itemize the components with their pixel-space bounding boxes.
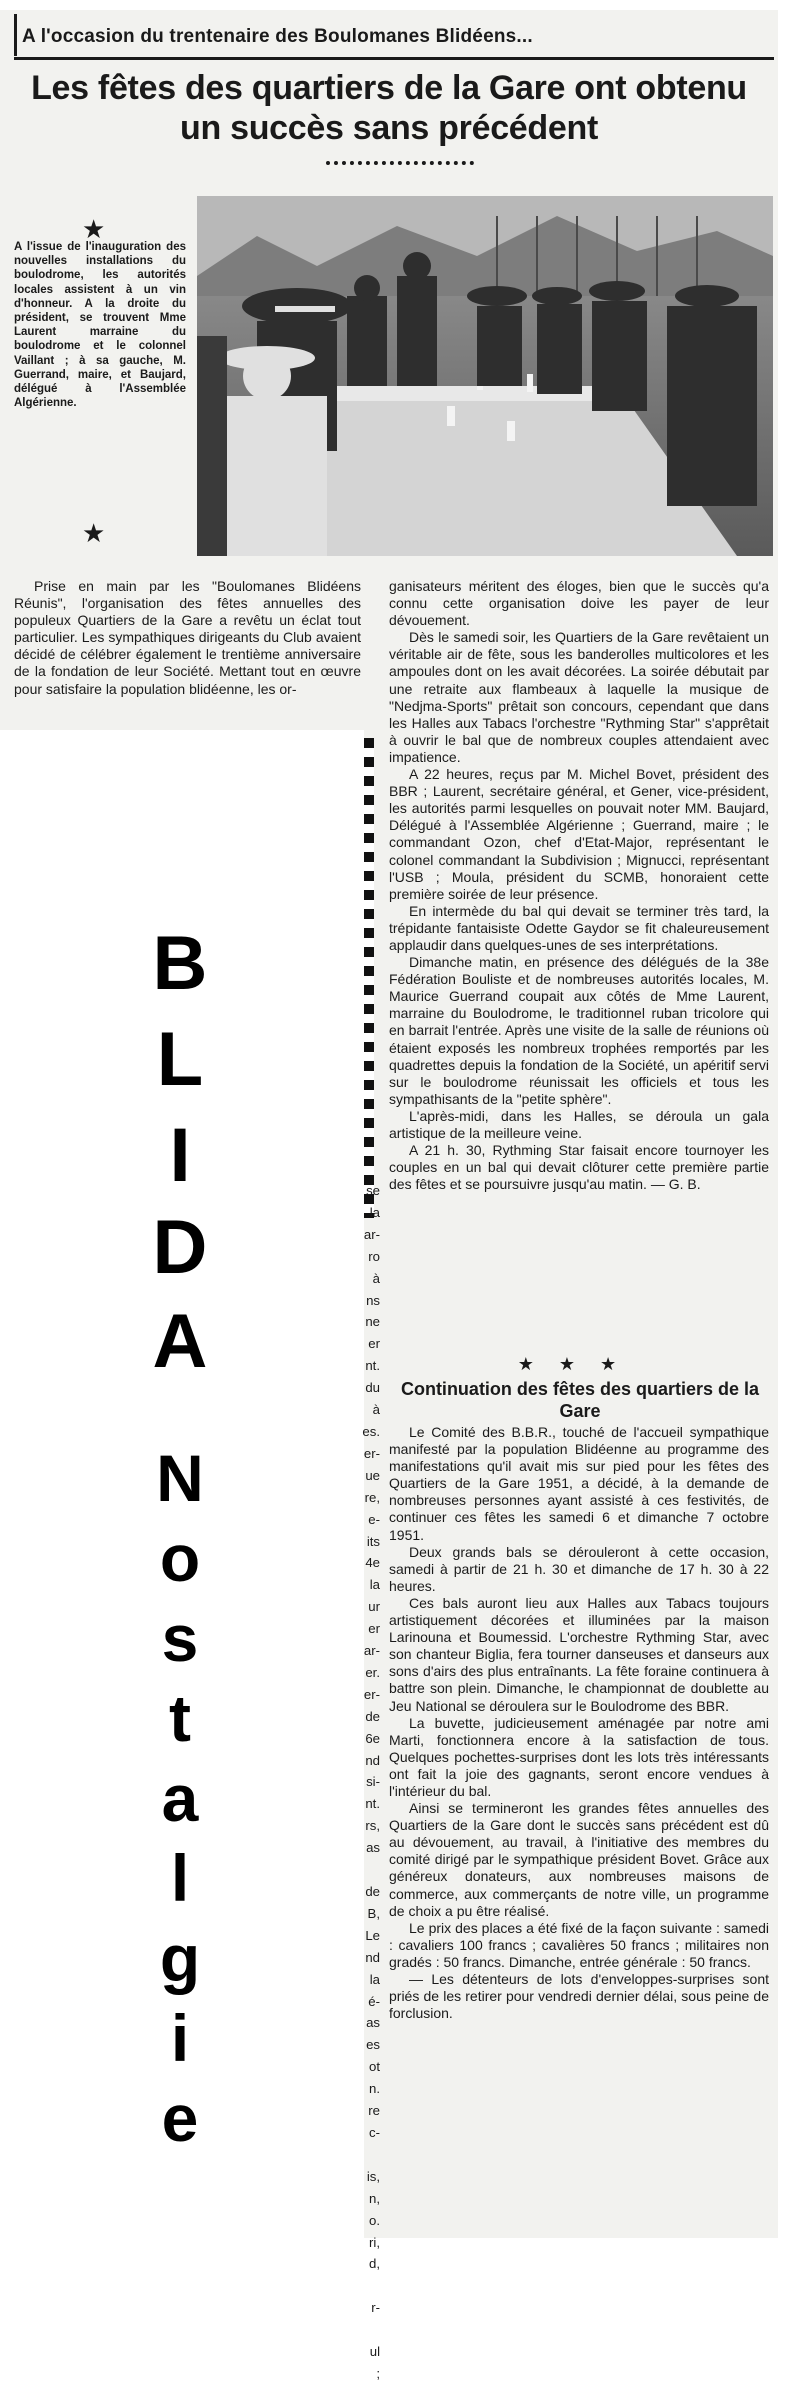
column-fragment bbox=[322, 1859, 380, 1881]
star-ornament-top: ★ bbox=[82, 214, 106, 244]
column-fragment: er- bbox=[363, 1445, 380, 1461]
headline-line-2: un succès sans précédent bbox=[180, 109, 598, 147]
watermark-letter: s bbox=[161, 1601, 199, 1675]
column-fragment bbox=[322, 2319, 380, 2341]
col3-paragraph: Le Comité des B.B.R., touché de l'accueil sympathique manifesté par la population Blidéenne au programme des manifestations qu'il avait mis sur pied pour les fêtes des Quartiers de la Gare 1951, a décidé, à la demande de nombreuses personnes ayant assisté à ces festivités, de continuer ces fêtes les samedi 6 et dimanche 7 octobre 1951. bbox=[389, 1424, 769, 1543]
watermark-letter: o bbox=[159, 1521, 201, 1595]
col2-paragraph: Dès le samedi soir, les Quartiers de la Gare revêtaient un véritable air de fête, sous les banderolles multicolores et les ampoules dont on les avait décorées. La soirée débutait par une retraite aux flambeaux à laquelle la musique de "Nedjma-Sports" prêtait son concours, cependant que dans les Halles aux Tabacs l'orchestre "Rythming Star" s'apprêtait à ouvrir le bal que de nombreux couples attendaient avec impatience. bbox=[389, 629, 769, 765]
column-fragment: ns bbox=[366, 1292, 380, 1308]
watermark-letter: A bbox=[152, 1299, 208, 1384]
column-fragment: re, bbox=[364, 1489, 380, 1505]
col1-paragraph: Prise en main par les "Boulomanes Blidéens Réunis", l'organisation des fêtes annuelles des populeux Quartiers de la Gare a revêtu un éclat tout particulier. Les sympathiques dirigeants du Club avaient décidé de célébrer également le trentième anniversaire de la fondation de leur Société. Mettant tout en œuvre pour satisfaire la population blidéenne, les or- bbox=[14, 578, 361, 697]
kicker-rule bbox=[14, 57, 774, 60]
watermark-letter: i bbox=[170, 2001, 190, 2075]
column-fragment: r- bbox=[371, 2300, 380, 2316]
column-fragment: si- bbox=[366, 1774, 380, 1790]
column-fragment: er- bbox=[363, 1686, 380, 1702]
column-fragment: ur bbox=[368, 1599, 380, 1615]
column-fragment: d, bbox=[369, 2256, 380, 2272]
column-fragment: nd bbox=[365, 1752, 380, 1768]
col2-paragraph: A 21 h. 30, Rythming Star faisait encore tournoyer les couples en un bal qui devait clôturer cette première partie des fêtes et se poursuivre jusqu'au matin. — G. B. bbox=[389, 1142, 769, 1193]
col3-paragraph: La buvette, judicieusement aménagée par notre ami Marti, fonctionnera encore à la satisfaction de tous. Quelques pochettes-surprises dont les lots très intéressants ont fait la joie des gagnants, seront encore vendues à l'intérieur du bal. bbox=[389, 1714, 769, 1799]
film-edge-strip bbox=[364, 738, 374, 1218]
kicker-left-rule bbox=[14, 14, 17, 56]
column-fragment: ; bbox=[376, 2365, 380, 2381]
column-fragment: e- bbox=[368, 1511, 380, 1527]
column-fragment: ul bbox=[369, 2344, 380, 2360]
column-fragment: nd bbox=[365, 1949, 380, 1965]
article-column-1 bbox=[14, 578, 361, 698]
watermark-letter: D bbox=[152, 1205, 208, 1290]
column-fragment: ri, bbox=[369, 2234, 380, 2250]
column-fragment: à bbox=[372, 1270, 380, 1286]
headline-line-1: Les fêtes des quartiers de la Gare ont obtenu bbox=[31, 69, 747, 107]
article-column-3 bbox=[389, 1424, 769, 2022]
col3-paragraph: — Les détenteurs de lots d'enveloppes-surprises sont priés de les retirer pour vendredi dernier délai, sous peine de forclusion. bbox=[389, 1971, 769, 2022]
column-fragment: its bbox=[366, 1533, 380, 1549]
column-fragment: re bbox=[368, 2103, 380, 2119]
column-fragment: es. bbox=[362, 1423, 380, 1439]
col2-paragraph: L'après-midi, dans les Halles, se déroula un gala artistique de la meilleure veine. bbox=[389, 1107, 769, 1141]
column-fragment: de bbox=[365, 1708, 380, 1724]
photo-caption: A l'issue de l'inauguration des nouvelles installations du boulodrome, les autorités locales assistent à un vin d'honneur. A la droite du président, se trouvent Mme Laurent marraine du boulodrome et le colonnel Vaillant ; à sa gauche, M. Guerrand, maire, et Baujard, délégué à l'Assemblée Algérienne. bbox=[14, 241, 186, 410]
event-photo bbox=[197, 196, 773, 556]
section-subhead: Continuation des fêtes des quartiers de la Gare bbox=[400, 1379, 760, 1421]
watermark-letter: N bbox=[156, 1441, 204, 1515]
col2-paragraph: Dimanche matin, en présence des délégués de la 38e Fédération Bouliste et de nombreuses autorités locales, M. Maurice Guerrand coupait aux côtés de Mme Laurent, marraine du Boulodrome, le traditionnel ruban tricolore qui en barrait l'entrée. Après une visite de la salle de réunions où étaient exposés les nombreux trophées remportés par les quadrettes depuis la fondation de la Société, un apéritif servi sur le boulodrome réunissait les officiels et tous les sympathisants de la "petite sphère". bbox=[389, 954, 769, 1107]
watermark-letter: a bbox=[161, 1761, 199, 1835]
column-fragment: de bbox=[365, 1884, 380, 1899]
column-fragment: er bbox=[368, 1336, 380, 1352]
watermark-letter: g bbox=[159, 1921, 201, 1995]
column-fragment: n, bbox=[369, 2190, 380, 2206]
column-fragment: ne bbox=[365, 1314, 380, 1330]
column-fragment: B, bbox=[367, 1905, 380, 1921]
col3-paragraph: Deux grands bals se dérouleront à cette occasion, samedi à partir de 21 h. 30 et dimanche de 17 h. 30 à 22 heures. bbox=[389, 1543, 769, 1594]
article-column-2 bbox=[389, 578, 769, 1193]
col2-paragraph: En intermède du bal qui devait se terminer très tard, la trépidante fantaisiste Odette Gaydor se fit chaleureusement applaudir dans quelques-unes de ses interprétations. bbox=[389, 902, 769, 953]
column-fragment: à bbox=[372, 1402, 380, 1418]
top-margin bbox=[0, 0, 778, 10]
star-ornament-bottom: ★ bbox=[82, 518, 106, 548]
column-fragment: es bbox=[366, 2037, 380, 2053]
column-fragment: é- bbox=[368, 1993, 380, 2009]
column-fragment: ar- bbox=[363, 1226, 380, 1242]
column-fragment: la bbox=[369, 1577, 380, 1593]
column-fragment bbox=[322, 2275, 380, 2297]
column-fragment: nt. bbox=[365, 1796, 380, 1812]
column-fragment: n. bbox=[369, 2081, 380, 2097]
right-margin bbox=[778, 0, 800, 2238]
column-fragment: is, bbox=[366, 2168, 380, 2184]
watermark-letter: B bbox=[152, 921, 208, 1006]
section-stars: ★ ★ ★ bbox=[517, 1354, 627, 1374]
column-fragment: ar- bbox=[363, 1643, 380, 1659]
watermark-letter: l bbox=[170, 1841, 190, 1915]
watermark-letter: I bbox=[169, 1113, 191, 1198]
column-fragment: ot bbox=[369, 2059, 380, 2075]
column-fragment: er. bbox=[365, 1664, 380, 1680]
col3-paragraph: Le prix des places a été fixé de la façon suivante : samedi : cavaliers 100 francs ; cavalières 50 francs ; militaires non gradés : 50 francs. Dimanche, entrée générale : 50 francs. bbox=[389, 1919, 769, 1970]
column-fragment: la bbox=[369, 1971, 380, 1987]
column-fragment bbox=[322, 2144, 380, 2166]
column-fragment: er bbox=[368, 1621, 380, 1637]
column-fragment: ro bbox=[368, 1248, 380, 1264]
event-photo-image bbox=[197, 196, 773, 556]
column-fragment: 6e bbox=[365, 1730, 380, 1746]
col3-paragraph: Ces bals auront lieu aux Halles aux Tabacs toujours artistiquement décorées et illuminées par la maison Larinouna et Boumessid. L'orchestre Rythming Star, avec son chanteur Biglia, fera tourner danseuses et danseurs aux sons d'airs des plus entraînants. La fête foraine continuera à battre son plein. Dimanche, le championnat de doublette au Jeu National se déroulera sur le Boulodrome des BBR. bbox=[389, 1594, 769, 1714]
watermark-letter: t bbox=[169, 1681, 191, 1755]
column-fragment: ue bbox=[365, 1467, 380, 1483]
column-fragment: rs, bbox=[365, 1818, 380, 1834]
column-fragment: se bbox=[366, 1183, 380, 1198]
col2-paragraph: A 22 heures, reçus par M. Michel Bovet, président des BBR ; Laurent, secrétaire général, et Gener, vice-président, les autorités parmi lesquelles on pouvait noter MM. Baujard, Délégué à l'Assemblée Algérienne ; Guerrand, maire ; le commandant Ozon, chef d'Etat-Major, représentant le colonel commandant la Subdivision ; Mignucci, représentant l'USB ; Moula, président du SCMB, honoraient cette première soirée de leur présence. bbox=[389, 766, 769, 902]
column-fragment: la bbox=[369, 1204, 380, 1220]
column-fragment: o. bbox=[369, 2212, 380, 2228]
col3-paragraph: Ainsi se termineront les grandes fêtes annuelles des Quartiers de la Gare dont le succès sans précédent est dû au dévouement, au travail, à l'initiative des membres du comité dirigé par le sympathique président Bovet. Grâce aux généreux donateurs, aux nombreuses maisons de commerce, aux commerçants de notre ville, un programme de choix a pu être réalisé. bbox=[389, 1800, 769, 1919]
column-fragment: nt. bbox=[365, 1358, 380, 1374]
column-fragment: c- bbox=[369, 2124, 380, 2140]
watermark-letter: L bbox=[156, 1017, 204, 1102]
column-fragment: as bbox=[366, 1840, 380, 1856]
column-fragment: Le bbox=[365, 1927, 380, 1943]
column-fragment: 4e bbox=[365, 1555, 380, 1571]
clipped-column-fragments bbox=[322, 1180, 380, 2385]
headline-dotted-rule bbox=[326, 161, 474, 165]
col2-paragraph: ganisateurs méritent des éloges, bien que le succès qu'a connu cette organisation doive les payer de leur dévouement. bbox=[389, 578, 769, 629]
watermark-letter: e bbox=[161, 2081, 199, 2155]
column-fragment: du bbox=[365, 1380, 380, 1396]
column-fragment: as bbox=[366, 2015, 380, 2031]
article-headline bbox=[18, 68, 760, 148]
article-kicker: A l'occasion du trentenaire des Boulomanes Blidéens... bbox=[22, 26, 533, 47]
